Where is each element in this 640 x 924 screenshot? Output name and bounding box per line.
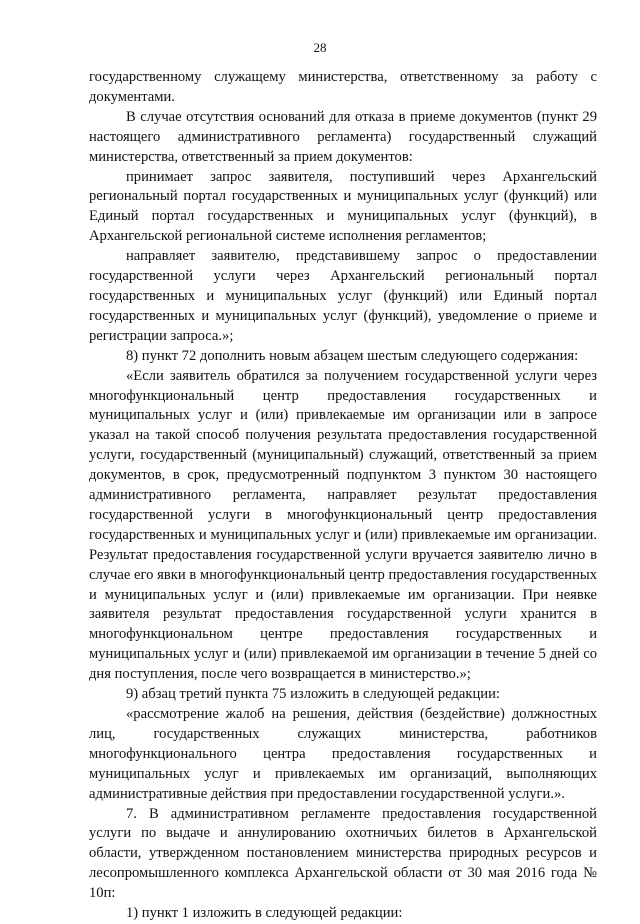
page-number: 28 <box>313 40 327 55</box>
paragraph-sends-notification: направляет заявителю, представившему запрос о предоставлении государственной услуги через Архангельский региональный портал государственных и муниципальных услуг (функций) или Единый портал государственных и муниципальных услуг (функций), уведомление о приеме и регистрации запроса.»; <box>89 248 597 344</box>
paragraph-mfc-result: «Если заявитель обратился за получением государственной услуги через многофункциональный центр предоставления государственных и муниципальных услуг и (или) привлекаемые им организации или в запросе указал на такой способ получения результата предоставления государственной услуги, государственный (муниципальный) служащий, ответственный за прием документов, в срок, предусмотренный подпунктом 3 пунктом 30 настоящего административного регламента, направляет результат предоставления государственной услуги в многофункциональный центр предоставления государственных и муниципальных услуг и (или) привлекаемые им организации. Результат предоставления государственной услуги вручается заявителю лично в случае его явки в многофункциональный центр предоставления государственных и муниципальных услуг и (или) привлекаемые им организации. При неявке заявителя результат предоставления государственной услуги хранится в многофункциональном центре предоставления государственных и муниципальных услуг и (или) привлекаемой им организации в течение 5 дней со дня поступления, после чего возвращается в министерство.»; <box>89 367 597 683</box>
paragraph-item-9: 9) абзац третий пункта 75 изложить в следующей редакции: <box>126 686 500 703</box>
paragraph-subitem-1: 1) пункт 1 изложить в следующей редакции: <box>126 905 403 922</box>
paragraph-item-8: 8) пункт 72 дополнить новым абзацем шестым следующего содержания: <box>126 347 579 364</box>
paragraph-item-7-regulation: 7. В административном регламенте предоставления государственной услуги по выдаче и аннулированию охотничьих билетов в Архангельской области, утвержденном постановлением министерства природных ресурсов и лесопромышленного комплекса Архангельской области от 30 мая 2016 года № 10п: <box>89 805 597 902</box>
paragraph-documents-responsible: государственному служащему министерства, ответственному за работу с документами. <box>89 69 597 105</box>
paragraph-complaints: «рассмотрение жалоб на решения, действия (бездействие) должностных лиц, государственных служащих министерства, работников многофункционального центра предоставления государственных и муниципальных услуг и привлекаемых им организаций, выполняющих административные действия при предоставлении государственной услуги.». <box>89 706 597 802</box>
paragraph-accepts-request: принимает запрос заявителя, поступивший через Архангельский региональный портал государственных и муниципальных услуг (функций) или Единый портал государственных и муниципальных услуг (функций), в Архангельской региональной системе исполнения регламентов; <box>89 168 597 245</box>
document-body <box>89 68 597 924</box>
paragraph-no-grounds-for-refusal: В случае отсутствия оснований для отказа в приеме документов (пункт 29 настоящего административного регламента) государственный служащий министерства, ответственный за прием документов: <box>89 108 597 165</box>
